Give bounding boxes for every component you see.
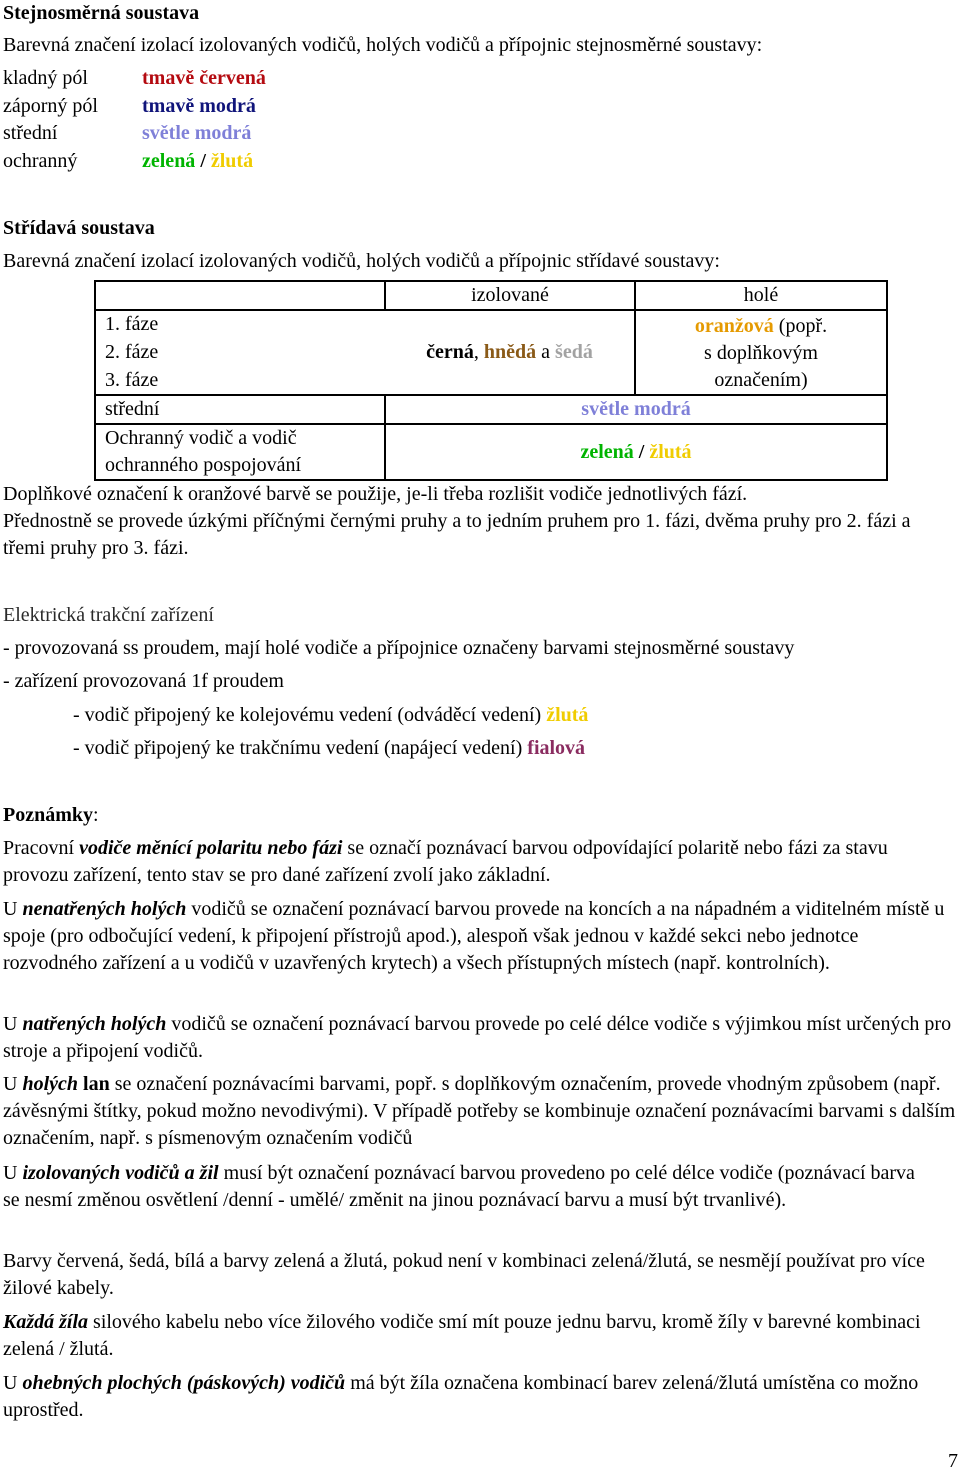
- ac-header-insulated: izolované: [385, 281, 635, 310]
- notes-title-colon: :: [93, 804, 99, 826]
- ac-intro: Barevná značení izolací izolovaných vodičů, holých vodičů a přípojnic střídavé soustavy:: [3, 250, 720, 272]
- traction-line-4: [3, 735, 585, 762]
- dc-value-yellow: žlutá: [210, 149, 254, 172]
- color-brown: hnědá: [483, 341, 537, 363]
- ac-header-empty: [95, 281, 385, 310]
- emphasis: Každá žíla: [3, 1311, 89, 1333]
- ac-note-2: Přednostně se provede úzkými příčnými černými pruhy a to jedním pruhem pro 1. fázi, dvěma pruhy pro 2. fázi a třemi pruhy pro 3. fázi.: [3, 510, 911, 559]
- dc-label: střední: [3, 122, 58, 144]
- emphasis: nenatřených holých: [22, 898, 187, 920]
- dc-value: tmavě modrá: [142, 94, 256, 117]
- ac-bare-phase-colors: [635, 310, 887, 395]
- ac-pe-label: [95, 424, 385, 480]
- note-paragraph-6: Barvy červená, šedá, bílá a barvy zelená a žlutá, pokud není v kombinaci zelená/žlutá, se nesmějí používat pro více žilové kabely.: [3, 1250, 925, 1299]
- emphasis: izolovaných vodičů a žil: [22, 1162, 219, 1184]
- traction-line-3-text: - vodič připojený ke kolejovému vedení (odváděcí vedení): [73, 704, 547, 726]
- dc-value: tmavě červená: [142, 67, 266, 89]
- color-orange: oranžová: [694, 315, 774, 337]
- text: se označí poznávací barvou odpovídající polaritě nebo fázi za stavu provozu zařízení, tento stav se pro dané zařízení zvolí jako základní.: [3, 837, 888, 886]
- traction-line-1: - provozovaná ss proudem, mají holé vodiče a přípojnice označeny barvami stejnosměrné soustavy: [3, 637, 795, 659]
- pe-label-line-2: ochranného pospojování: [105, 454, 302, 476]
- bare-line-1-rest: (popř.: [773, 315, 828, 337]
- ac-insulated-phase-colors: [385, 310, 635, 395]
- emphasis: holých: [22, 1073, 79, 1095]
- dc-label: ochranný: [3, 149, 78, 172]
- bare-line-2: s doplňkovým: [704, 342, 818, 364]
- dc-row-negative: [3, 93, 266, 121]
- note-paragraph-4: [3, 1071, 958, 1152]
- ac-section-title: Střídavá soustava: [3, 217, 155, 239]
- pe-label-line-1: Ochranný vodič a vodič: [105, 427, 297, 449]
- text: U: [3, 1073, 23, 1095]
- ac-color-table: [94, 280, 888, 481]
- bold-text: lan: [78, 1073, 110, 1095]
- text: U: [3, 1372, 23, 1394]
- note-paragraph-3: [3, 1011, 958, 1065]
- note-paragraph-8: [3, 1370, 933, 1424]
- text: vodičů se označení poznávací barvou provede na koncích a na nápadném a viditelném místě u spoje (pro odbočující vedení, k připojení přístrojů apod.), alespoň však jednou v každé sekci nebo jednotce rozvodného zařízení a u vodičů v uzavřených krytech) a všech přístupných místech (např. kontrolních).: [3, 898, 945, 974]
- sep: /: [633, 440, 650, 463]
- sep: ,: [473, 341, 484, 363]
- dc-row-positive: [3, 65, 266, 93]
- note-paragraph-1: [3, 835, 953, 889]
- notes-title: [3, 802, 99, 829]
- note-paragraph-7: [3, 1309, 933, 1363]
- text: má být žíla označena kombinací barev zelená/žlutá umístěna co možno uprostřed.: [3, 1372, 919, 1421]
- text: U: [3, 1162, 23, 1184]
- ac-note-1: Doplňkové označení k oranžové barvě se použije, je-li třeba rozlišit vodiče jednotlivých fází.: [3, 483, 748, 505]
- text: U: [3, 898, 23, 920]
- ac-pe-value: [385, 424, 887, 480]
- ac-neutral-value: [385, 395, 887, 424]
- dc-label: kladný pól: [3, 67, 88, 89]
- dc-section-title: Stejnosměrná soustava: [3, 2, 200, 24]
- text: silového kabelu nebo více žilového vodiče smí mít pouze jednu barvu, kromě žíly v barevné kombinaci zelená / žlutá.: [3, 1311, 921, 1360]
- color-violet: fialová: [527, 737, 586, 759]
- traction-line-4-text: - vodič připojený ke trakčnímu vedení (napájecí vedení): [73, 737, 528, 759]
- dc-color-list: [3, 65, 266, 175]
- color-black: černá: [426, 341, 474, 363]
- dc-row-protective: [3, 148, 266, 176]
- emphasis: natřených holých: [22, 1013, 167, 1035]
- notes-title-text: Poznámky: [3, 804, 93, 826]
- dc-value-green: zelená: [142, 149, 196, 172]
- traction-line-3: [3, 702, 588, 729]
- text: musí být označení poznávací barvou provedeno po celé délce vodiče (poznávací barva se nesmí změnou osvětlení /denní - umělé/ změnit na jinou poznávací barvu a musí být trvanlivé).: [3, 1162, 915, 1211]
- dc-value-sep: /: [195, 149, 211, 172]
- traction-line-2: - zařízení provozovaná 1f proudem: [3, 670, 284, 692]
- ac-phase-3: 3. fáze: [95, 366, 385, 395]
- text: Pracovní: [3, 837, 80, 859]
- ac-phase-2: 2. fáze: [95, 339, 385, 367]
- traction-section-title: Elektrická trakční zařízení: [3, 604, 214, 626]
- sep: a: [536, 341, 556, 363]
- color-yellow: žlutá: [649, 440, 692, 463]
- dc-value: světle modrá: [142, 122, 252, 144]
- dc-intro: Barevná značení izolací izolovaných vodičů, holých vodičů a přípojnic stejnosměrné soustavy:: [3, 34, 763, 56]
- ac-phase-1: 1. fáze: [95, 310, 385, 339]
- text: U: [3, 1013, 23, 1035]
- emphasis: ohebných plochých (páskových) vodičů: [22, 1372, 346, 1394]
- ac-header-bare: holé: [635, 281, 887, 310]
- bare-line-1: [645, 313, 877, 340]
- note-paragraph-2: [3, 896, 953, 977]
- color-yellow: žlutá: [546, 704, 589, 726]
- text: vodičů se označení poznávací barvou provede po celé délce vodiče s výjimkou míst určených pro stroje a připojení vodičů.: [3, 1013, 952, 1062]
- color-light-blue: světle modrá: [581, 398, 691, 420]
- dc-label: záporný pól: [3, 94, 98, 117]
- color-grey: šedá: [555, 341, 593, 363]
- page-number: 7: [948, 1450, 958, 1472]
- color-green: zelená: [580, 440, 634, 463]
- ac-neutral-label: střední: [95, 395, 385, 424]
- text: se označení poznávacími barvami, popř. s doplňkovým označením, provede vhodným způsobem (např. závěsnými štítky, pokud možno nevodivými). V případě potřeby se kombinuje označení poznávacími barvami s dalším označením, např. s písmenovým označením vodičů: [3, 1073, 956, 1149]
- bare-line-3: označením): [714, 369, 808, 391]
- dc-row-neutral: [3, 120, 266, 148]
- emphasis: vodiče měnící polaritu nebo fázi: [79, 837, 343, 859]
- note-paragraph-5: [3, 1160, 933, 1214]
